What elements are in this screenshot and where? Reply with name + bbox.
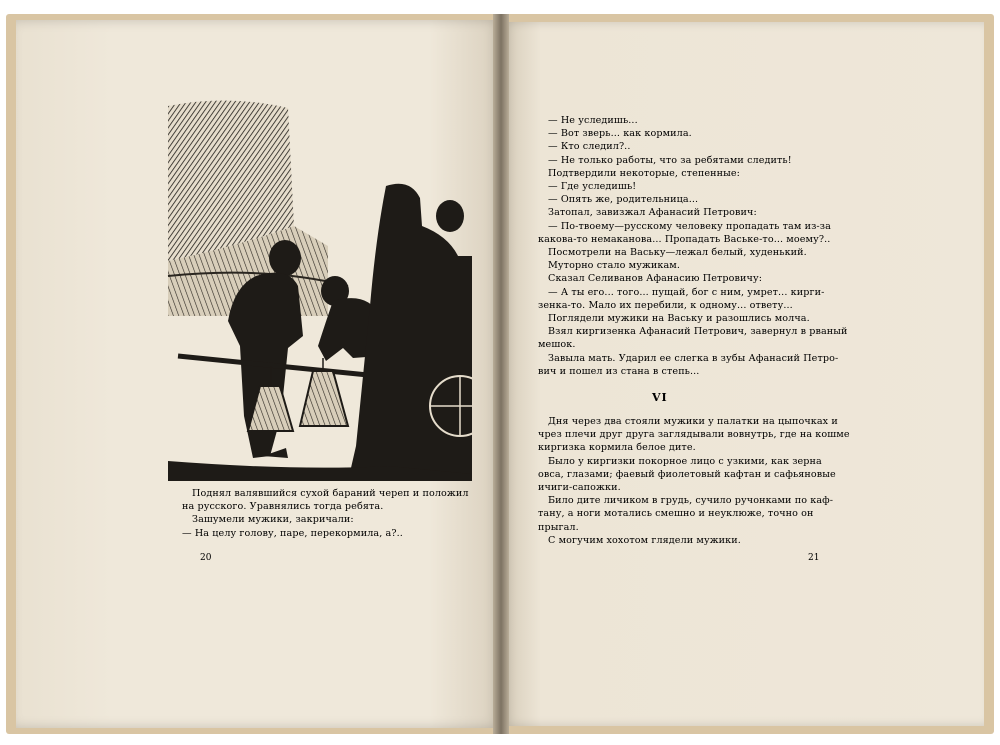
text-line: Подтвердили некоторые, степенные:: [548, 167, 740, 179]
text-line: — Опять же, родительница...: [548, 194, 699, 206]
text-line: — Вот зверь... как кормила.: [548, 128, 692, 140]
text-line: прыгал.: [538, 521, 579, 533]
text-line: С могучим хохотом глядели мужики.: [548, 534, 741, 546]
text-line: зенка-то. Мало их перебили, к одному... ответу...: [538, 299, 793, 311]
text-line: Посмотрели на Ваську—лежал белый, худенький.: [548, 247, 807, 259]
text-line: чрез плечи друг друга заглядывали вовнутрь, где на кошме: [538, 429, 850, 441]
chapter-heading: VI: [652, 391, 668, 404]
text-line: тану, а ноги мотались смешно и неуклюже, точно он: [538, 508, 814, 520]
book-spine-gutter: [493, 14, 509, 734]
caption-line: — На целу голову, паре, перекормила, а?..: [182, 527, 403, 539]
text-line: мешок.: [538, 339, 576, 351]
right-page-text-top: [538, 114, 848, 378]
text-line: — А ты его... того... пущай, бог с ним, умрет... кирги-: [548, 286, 825, 298]
right-page-text-bottom: [538, 415, 850, 547]
caption-line: на русского. Уравнялись тогда ребята.: [182, 501, 384, 513]
text-line: Завыла мать. Ударил ее слегка в зубы Афанасий Петро-: [548, 352, 839, 364]
left-page-caption: [182, 487, 482, 540]
text-line: Поглядели мужики на Ваську и разошлись молча.: [548, 313, 810, 325]
scale-pole-and-baskets: [178, 356, 378, 431]
text-line: Било дите личиком в грудь, сучило ручонками по каф-: [548, 495, 834, 507]
text-line: Дня через два стояли мужики у палатки на цыпочках и: [548, 416, 838, 427]
text-line: — Кто следил?..: [548, 141, 631, 153]
text-line: Было у киргизки покорное лицо с узкими, как зерна: [548, 455, 822, 467]
text-line: ичиги-сапожки.: [538, 482, 621, 494]
text-line: Сказал Селиванов Афанасию Петровичу:: [548, 273, 763, 285]
caption-line: Зашумели мужики, закричали:: [192, 514, 354, 526]
page-number-left: 20: [200, 553, 212, 563]
text-line: какова-то немаканова... Пропадать Ваське-то... моему?..: [538, 233, 831, 245]
woodcut-illustration: [148, 86, 472, 481]
text-line: Взял киргизенка Афанасий Петрович, завернул в рваный: [548, 326, 848, 338]
text-line: — По-твоему—русскому человеку пропадать там из-за: [548, 220, 831, 232]
page-number-right: 21: [808, 553, 820, 563]
caption-line: Поднял валявшийся сухой бараний череп и положил: [192, 488, 469, 499]
text-line: Муторно стало мужикам.: [548, 260, 680, 272]
text-line: — Где уследишь!: [548, 181, 637, 193]
text-line: овса, глазами; фаевый фиолетовый кафтан и сафьяновые: [538, 468, 836, 480]
text-line: Затопал, завизжал Афанасий Петрович:: [548, 207, 757, 219]
text-line: киргизка кормила белое дите.: [538, 442, 696, 454]
text-line: вич и пошел из стана в степь...: [538, 365, 700, 377]
text-line: — Не уследишь...: [548, 115, 638, 126]
text-line: — Не только работы, что за ребятами следить!: [548, 154, 792, 166]
